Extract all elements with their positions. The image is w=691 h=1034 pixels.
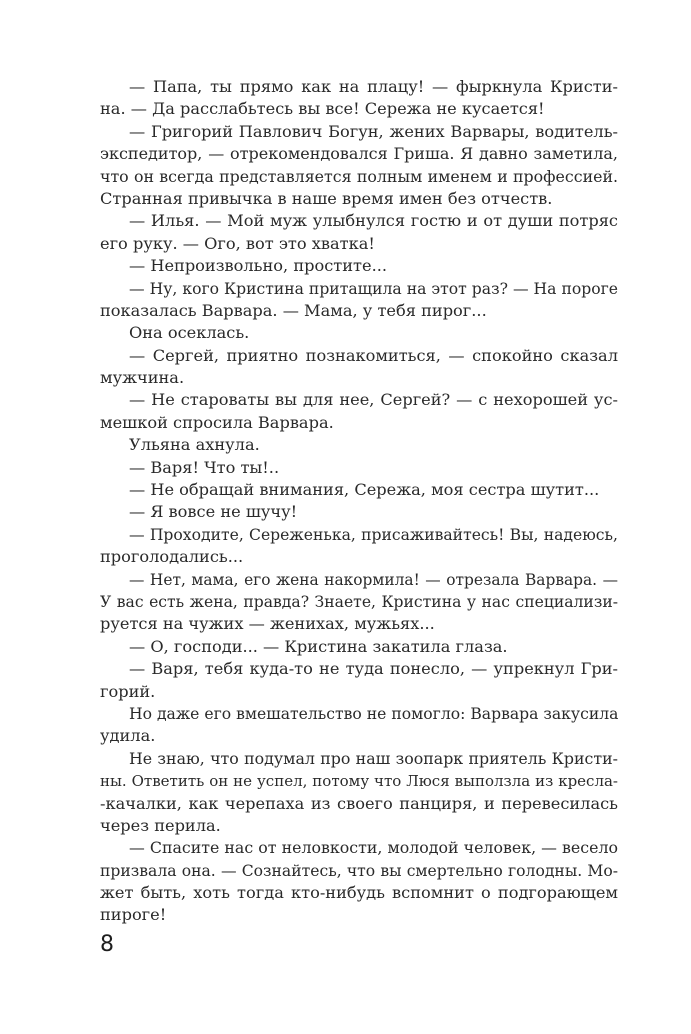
text-line: — Варя, тебя куда-то не туда понесло, — упрекнул Гри- <box>129 659 618 679</box>
text-line: через перила. <box>100 815 221 835</box>
text-line: Странная привычка в наше время имен без отчеств. <box>100 188 553 208</box>
text-line: — Не обращай внимания, Сережа, моя сестра шутит... <box>129 480 600 500</box>
text-line: — Илья. — Мой муж улыбнулся гостю и от души потряс <box>129 211 618 231</box>
text-line: — Проходите, Сереженька, присаживайтесь! Вы, надеюсь, <box>129 525 618 544</box>
text-line: Ульяна ахнула. <box>129 435 260 455</box>
text-line: его руку. — Ого, вот это хватка! <box>100 233 375 253</box>
text-line: — Григорий Павлович Богун, жених Варвары, водитель- <box>129 121 618 141</box>
text-line: на. — Да расслабьтесь вы все! Сережа не кусается! <box>100 99 545 119</box>
text-line: У вас есть жена, правда? Знаете, Кристина у нас специализи- <box>100 592 618 611</box>
text-line: жет быть, хоть тогда кто-нибудь вспомнит о подгорающем <box>100 883 618 903</box>
text-line: экспедитор, — отрекомендовался Гриша. Я давно заметила, <box>100 144 618 164</box>
text-line: пироге! <box>100 905 167 925</box>
text-line: мужчина. <box>100 368 185 388</box>
text-line: — Нет, мама, его жена накормила! — отрезала Варвара. — <box>129 570 618 589</box>
body-text <box>100 76 618 927</box>
text-line: Но даже его вмешательство не помогло: Варвара закусила <box>129 704 619 723</box>
text-line: — Папа, ты прямо как на плацу! — фыркнула Кристи- <box>129 77 618 96</box>
text-line: удила. <box>100 726 156 746</box>
text-line: — Непроизвольно, простите... <box>129 256 388 276</box>
text-line: проголодались... <box>100 547 244 567</box>
text-line: — Не староваты вы для нее, Сергей? — с нехорошей ус- <box>129 390 618 410</box>
book-page <box>100 0 618 1034</box>
text-line: — О, господи... — Кристина закатила глаза. <box>129 636 508 656</box>
page-number: 8 <box>100 932 114 957</box>
text-line: горий. <box>100 681 156 701</box>
text-line: Не знаю, что подумал про наш зоопарк приятель Кристи- <box>129 748 618 768</box>
text-line: Она осеклась. <box>129 323 250 343</box>
text-line: руется на чужих — женихах, мужьях... <box>100 614 435 634</box>
text-line: — Сергей, приятно познакомиться, — спокойно сказал <box>129 345 618 365</box>
text-line: — Ну, кого Кристина притащила на этот раз? — На пороге <box>129 279 618 298</box>
text-line: призвала она. — Сознайтесь, что вы смертельно голодны. Мо- <box>100 861 618 880</box>
text-line: — Спасите нас от неловкости, молодой человек, — весело <box>129 838 618 858</box>
text-line: показалась Варвара. — Мама, у тебя пирог... <box>100 300 487 320</box>
text-line: что он всегда представляется полным именем и профессией. <box>100 166 618 186</box>
text-line: мешкой спросила Варвара. <box>100 412 334 432</box>
text-line: — Я вовсе не шучу! <box>129 502 298 522</box>
text-line: ны. Ответить он не успел, потому что Люся выползла из кресла- <box>100 772 618 791</box>
text-line: -качалки, как черепаха из своего панциря, и перевесилась <box>100 793 618 813</box>
text-line: — Варя! Что ты!.. <box>129 457 280 477</box>
